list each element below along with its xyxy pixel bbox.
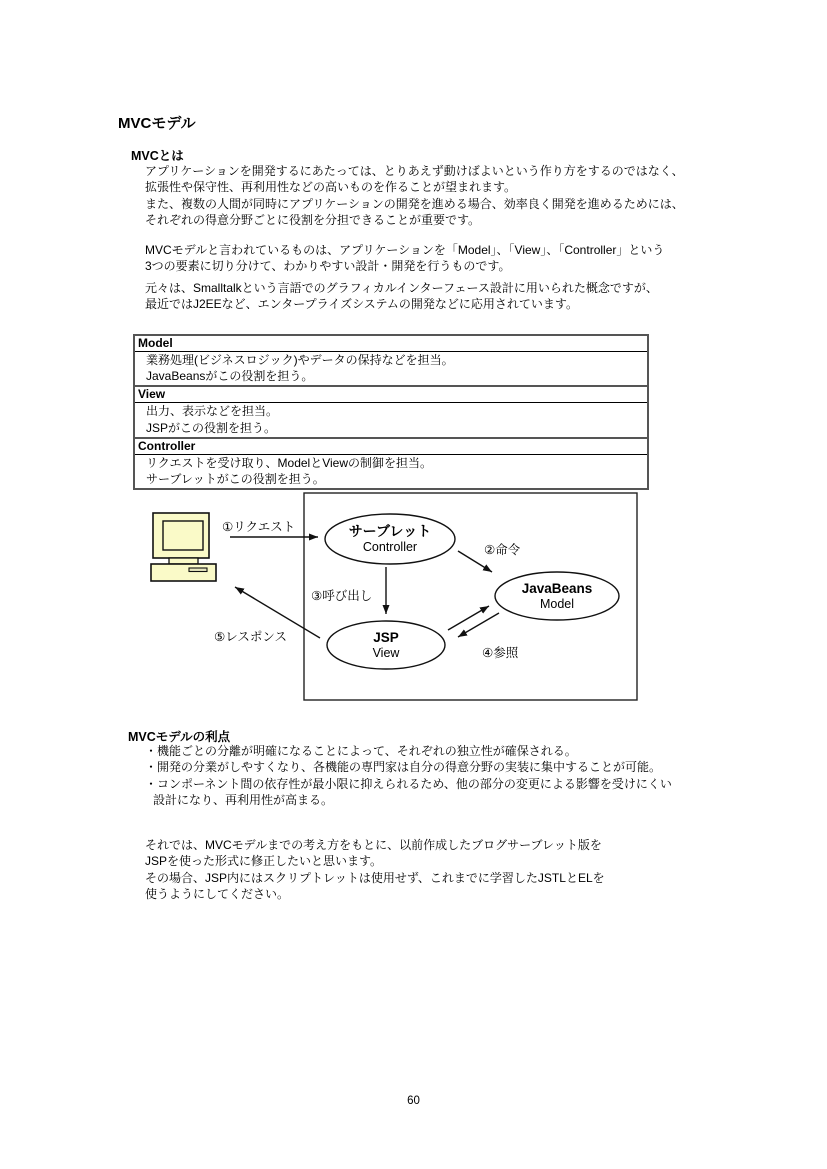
table-section-controller — [135, 439, 647, 488]
section-heading-benefits: MVCモデルの利点 — [128, 730, 231, 744]
servlet-node-subtitle: Controller — [362, 540, 418, 554]
arrow-reference-to-view — [458, 613, 499, 637]
intro-paragraph-2 — [145, 242, 664, 275]
text-line: また、複数の人間が同時にアプリケーションの開発を進める場合、効率良く開発を進めるためには、 — [145, 196, 684, 211]
label-call: ③呼び出し — [311, 589, 373, 603]
table-section-view — [135, 387, 647, 438]
table-header: Model — [135, 336, 647, 352]
table-cell — [135, 403, 647, 438]
javabeans-node — [495, 572, 619, 620]
text-line: リクエストを受け取り、ModelとViewの制御を担当。 — [146, 455, 432, 470]
disk-slot — [189, 568, 207, 572]
label-response: ⑤レスポンス — [214, 630, 287, 644]
monitor-stand — [169, 558, 198, 564]
text-line: 業務処理(ビジネスロジック)やデータの保持などを担当。 — [146, 353, 454, 367]
arrow-reference-to-model — [448, 606, 489, 630]
text-line: 元々は、Smalltalkという言語でのグラフィカルインターフェース設計に用いられた概念ですが、 — [145, 281, 658, 295]
text-line: 最近ではJ2EEなど、エンタープライズシステムの開発などに応用されています。 — [145, 297, 578, 312]
text-line: それでは、MVCモデルまでの考え方をもとに、以前作成したブログサーブレット版を — [145, 838, 602, 852]
label-reference: ④参照 — [482, 646, 519, 660]
mvc-architecture-diagram — [140, 488, 660, 710]
table-header: View — [135, 387, 647, 403]
section-heading-what-is-mvc: MVCとは — [131, 149, 184, 163]
table-header: Controller — [135, 439, 647, 455]
client-computer-icon — [151, 513, 216, 581]
text-line: JSPがこの役割を担う。 — [146, 420, 277, 435]
monitor-screen — [163, 521, 203, 550]
text-line: その場合、JSP内にはスクリプトレットは使用せず、これまでに学習したJSTLとELを — [145, 870, 605, 885]
benefits-bullet-list — [145, 743, 672, 809]
jsp-node-subtitle: View — [372, 646, 400, 660]
page-number: 60 — [407, 1095, 420, 1107]
table-section-model — [135, 336, 647, 387]
text-line: アプリケーションを開発するにあたっては、とりあえず動けばよいという作り方をするのではなく、 — [145, 164, 684, 178]
text-line: 拡張性や保守性、再利用性などの高いものを作ることが望まれます。 — [145, 180, 517, 195]
intro-paragraph-1 — [145, 163, 684, 229]
text-line: MVCモデルと言われているものは、アプリケーションを「Model」、「View」、「Controller」という — [145, 243, 665, 257]
label-command: ②命令 — [484, 543, 521, 557]
javabeans-node-subtitle: Model — [539, 597, 575, 611]
bullet-line: ・コンポーネント間の依存性が最小限に抑えられるため、他の部分の変更による影響を受けにくい — [145, 776, 672, 791]
jsp-node-title: JSP — [373, 630, 399, 645]
text-line: JSPを使った形式に修正したいと思います。 — [145, 854, 383, 869]
javabeans-node-title: JavaBeans — [521, 581, 593, 596]
label-request: ①リクエスト — [222, 520, 296, 534]
bullet-line: ・機能ごとの分離が明確になることによって、それぞれの独立性が確保される。 — [145, 744, 577, 758]
text-line: サーブレットがこの役割を担う。 — [146, 472, 325, 487]
text-line: 出力、表示などを担当。 — [146, 404, 279, 419]
text-line: 3つの要素に切り分けて、わかりやすい設計・開発を行うものです。 — [145, 259, 511, 274]
jsp-node — [327, 621, 445, 669]
bullet-continuation-line: 設計になり、再利用性が高まる。 — [153, 793, 334, 808]
text-line: それぞれの得意分野ごとに役割を分担できることが重要です。 — [145, 213, 481, 228]
servlet-node — [325, 514, 455, 564]
text-line: JavaBeansがこの役割を担う。 — [146, 369, 314, 384]
bullet-line: ・開発の分業がしやすくなり、各機能の専門家は自分の得意分野の実装に集中することが可能。 — [145, 760, 662, 775]
intro-paragraph-3 — [145, 280, 658, 313]
mvc-definition-table — [133, 334, 649, 490]
computer-base — [151, 564, 216, 581]
table-cell — [135, 352, 647, 387]
closing-paragraph — [145, 837, 605, 903]
servlet-node-title: サーブレット — [348, 523, 432, 539]
page-title: MVCモデル — [118, 115, 196, 132]
table-cell — [135, 455, 647, 488]
text-line: 使うようにしてください。 — [145, 887, 290, 902]
